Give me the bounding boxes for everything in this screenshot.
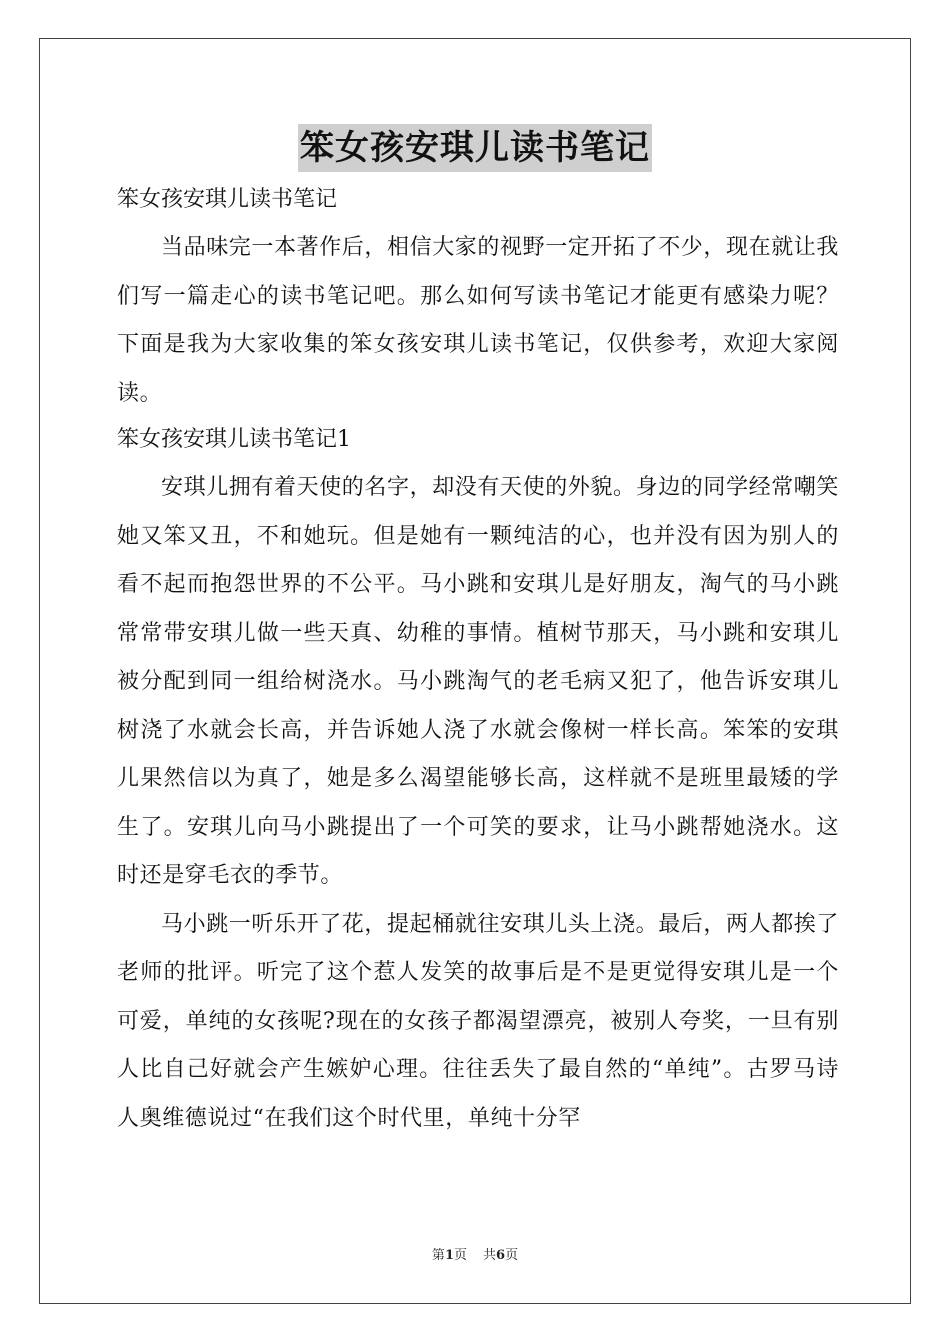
current-page-number: 1	[444, 1248, 454, 1263]
body-paragraph: 马小跳一听乐开了花，提起桶就往安琪儿头上浇。最后，两人都挨了老师的批评。听完了这个惹人发笑的故事后是不是更觉得安琪儿是一个可爱，单纯的女孩呢?现在的女孩子都渴望漂亮，被别人夸奖，一旦有别人比自己好就会产生嫉妒心理。往往丢失了最自然的“单纯”。古罗马诗人奥维德说过“在我们这个时代里，单纯十分罕	[117, 911, 840, 1131]
intro-paragraph: 当品味完一本著作后，相信大家的视野一定开拓了不少，现在就让我们写一篇走心的读书笔记吧。那么如何写读书笔记才能更有感染力呢？下面是我为大家收集的笨女孩安琪儿读书笔记，仅供参考，欢迎大家阅读。	[117, 235, 840, 406]
body-paragraph: 安琪儿拥有着天使的名字，却没有天使的外貌。身边的同学经常嘲笑她又笨又丑，不和她玩。但是她有一颗纯洁的心，也并没有因为别人的看不起而抱怨世界的不公平。马小跳和安琪儿是好朋友，淘气的马小跳常常带安琪儿做一些天真、幼稚的事情。植树节那天，马小跳和安琪儿被分配到同一组给树浇水。马小跳淘气的老毛病又犯了，他告诉安琪儿树浇了水就会长高，并告诉她人浇了水就会像树一样长高。笨笨的安琪儿果然信以为真了，她是多么渴望能够长高，这样就不是班里最矮的学生了。安琪儿向马小跳提出了一个可笑的要求，让马小跳帮她浇水。这时还是穿毛衣的季节。	[117, 475, 840, 888]
section-heading: 笨女孩安琪儿读书笔记1	[117, 427, 351, 452]
total-page-number: 6	[496, 1248, 506, 1263]
document-body	[117, 178, 839, 1143]
document-title: 笨女孩安琪儿读书笔记	[298, 124, 652, 172]
document-subtitle: 笨女孩安琪儿读书笔记	[117, 187, 338, 212]
page-total-label: 共6页	[483, 1248, 519, 1263]
page-number-label: 第1页	[431, 1248, 467, 1263]
title-container	[0, 124, 950, 172]
page-footer	[0, 1247, 950, 1265]
